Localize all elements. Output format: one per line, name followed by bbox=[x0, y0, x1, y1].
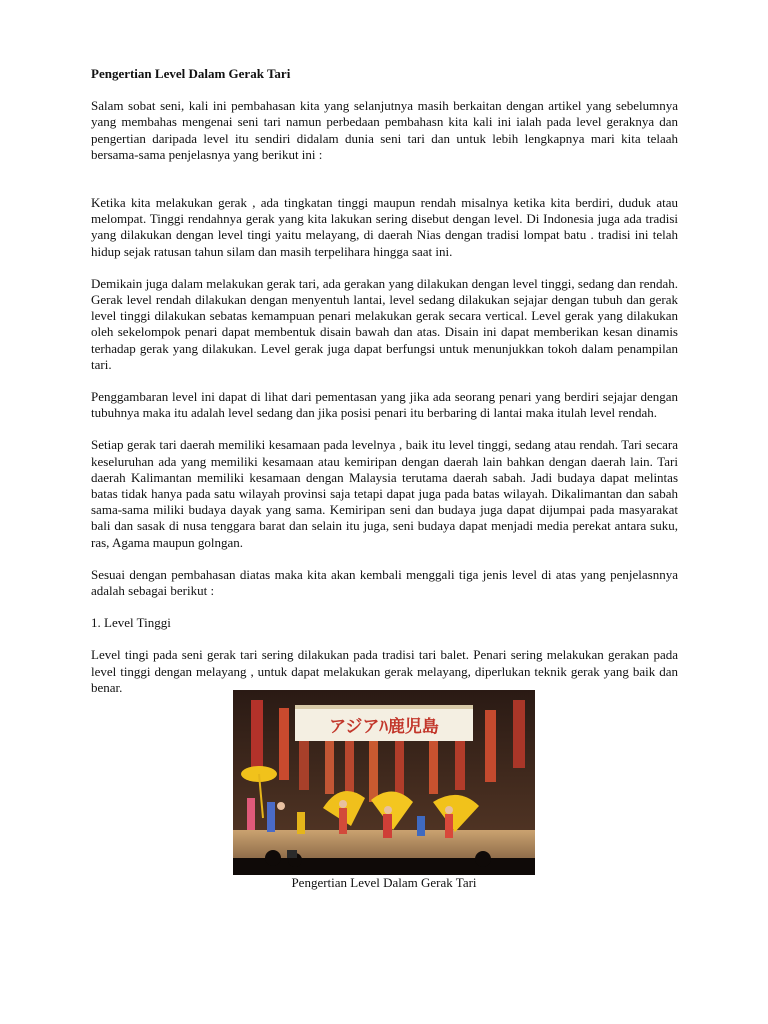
section-heading-level-tinggi: 1. Level Tinggi bbox=[91, 615, 171, 631]
paragraph-level-definition: Ketika kita melakukan gerak , ada tingkatan tinggi maupun rendah misalnya ketika kita berdiri, duduk atau melompat. Tinggi rendahnya gerak yang kita lakukan sering disebut dengan level. Di Indonesia juga ada tradisi yang dilakukan dengan level tingi yaitu melayang, di daerah Nias dengan tradisi lompat batu . tradisi ini telah hidup sejak ratusan tahun silam dan masih terpelihara hingga saat ini. bbox=[91, 195, 678, 259]
stage-photo-illustration bbox=[233, 690, 535, 875]
document-title: Pengertian Level Dalam Gerak Tari bbox=[91, 66, 291, 81]
paragraph-dance-levels: Demikain juga dalam melakukan gerak tari, ada gerakan yang dilakukan dengan level tinggi, sedang dan rendah. Gerak level rendah dilakukan dengan menyentuh lantai, level sedang dilakukan sejajar dengan tubuh dan gerak level tinggi dilakukan sebatas kemampuan penari melakukan gerak secara vertical. Level gerak yang dilakukan oleh sekelompok penari dapat membentuk disain bawah dan atas. Disain ini dapat memberikan kesan dinamis terhadap gerak yang dilakukan. Level gerak juga dapat berfungsi untuk menunjukkan tokoh dalam penampilan tari. bbox=[91, 275, 678, 372]
paragraph-level-tinggi: Level tingi pada seni gerak tari sering dilakukan pada tradisi tari balet. Penari sering melakukan gerakan pada level tinggi dengan melayang , untuk dapat melakukan gerak melayang, diperlukan teknik gerak yang baik dan benar. bbox=[91, 647, 678, 695]
paragraph-intro: Salam sobat seni, kali ini pembahasan kita yang selanjutnya masih berkaitan dengan artikel yang sebelumnya yang membahas mengenai seni tari namun perbedaan pembahasn kita kali ini ialah pada level geraknya dan pengertian daripada level itu sendiri didalam dunia seni tari dan untuk lebih lengkapnya mari kita telaah bersama-sama penjelasnya yang berikut ini : bbox=[91, 98, 678, 162]
paragraph-summary: Sesuai dengan pembahasan diatas maka kita akan kembali menggali tiga jenis level di atas yang penjelasnnya adalah sebagai berikut : bbox=[91, 566, 678, 599]
document-body bbox=[91, 66, 678, 712]
paragraph-depiction: Penggambaran level ini dapat di lihat dari pementasan yang jika ada seorang penari yang berdiri sejajar dengan tubuhnya maka itu adalah level sedang dan jika posisi penari itu berbaring di lantai maka itulah level rendah. bbox=[91, 389, 678, 421]
banner-text: アジアﾊ鹿児島 bbox=[329, 717, 439, 737]
paragraph-regional-similarity: Setiap gerak tari daerah memiliki kesamaan pada levelnya , baik itu level tinggi, sedang atau rendah. Tari secara keseluruhan ada yang memiliki kesamaan atau kemiripan dengan daerah lain bahkan dengan daerah lain. Tari daerah Kalimantan memiliki kesamaan dengan Malaysia terutama daerah sabah. Jadi budaya dapat melintas batas tidak hanya pada satu wilayah provinsi saja tetapi dapat juga pada batas wilayah. Dikalimantan dan sabah sama-sama miliki budaya dayak yang sama. Kemiripan seni dan budaya juga dapat dijumpai pada masyarakat bali dan sasak di nusa tenggara barat dan selain itu juga, seni budaya dapat menjadi media perekat antara suku, ras, Agama maupun golngan. bbox=[91, 437, 678, 550]
dance-performance-photo bbox=[233, 690, 535, 875]
figure-caption: Pengertian Level Dalam Gerak Tari bbox=[291, 875, 477, 890]
